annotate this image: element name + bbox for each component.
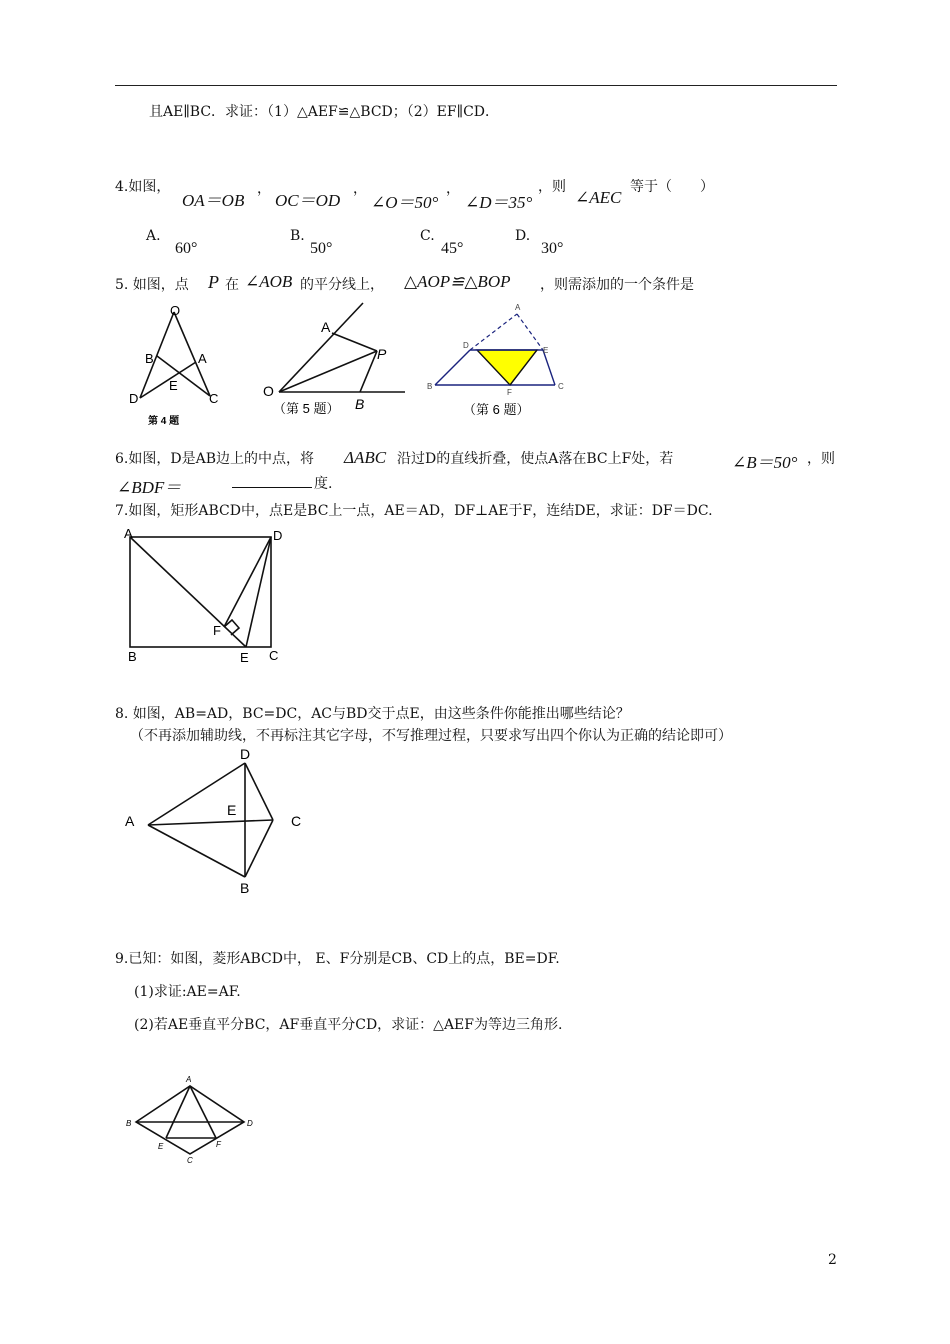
fig6-label-A: A xyxy=(515,303,521,312)
q4-option-value: 60° xyxy=(175,240,198,257)
q4-option-value: 50° xyxy=(310,240,333,257)
fig9-label-D: D xyxy=(247,1119,253,1128)
q4-prefix: 4.如图， xyxy=(115,179,171,195)
fig9-label-F: F xyxy=(216,1140,221,1149)
fig6-label-D: D xyxy=(463,341,469,350)
q5-congruence: △AOP≌△BOP xyxy=(404,272,511,291)
page-number: 2 xyxy=(828,1252,837,1268)
question-7-text: 7.如图，矩形ABCD中，点E是BC上一点，AE＝AD，DF⊥AE于F，连结DE，求证：DF＝DC. xyxy=(115,503,713,519)
q4-cond-4: ∠D＝35° xyxy=(465,193,533,212)
q4-option-letter: B. xyxy=(290,228,305,244)
fig8-label-E: E xyxy=(227,802,237,818)
fig5-label-P: P xyxy=(377,346,387,362)
fig4-label-E: E xyxy=(169,378,178,393)
q4-suffix: 等于（ ） xyxy=(630,179,714,195)
q6-text-1: 6.如图，D是AB边上的中点，将 xyxy=(115,451,314,467)
q4-option-letter: D. xyxy=(515,228,531,244)
fig9-label-B: B xyxy=(126,1119,132,1128)
fig6-yellow-triangle xyxy=(477,350,537,385)
fig8-label-B: B xyxy=(240,880,250,896)
q6-answer-label: ∠BDF＝ xyxy=(117,478,182,497)
q6-text-3: ，则 xyxy=(807,451,835,467)
q4-sep: ， xyxy=(446,181,460,197)
q4-option-letter: C. xyxy=(420,228,435,244)
fig8-label-C: C xyxy=(291,813,302,829)
figure-5-diagram xyxy=(255,295,410,425)
fig7-label-B: B xyxy=(128,649,137,664)
fig7-label-E: E xyxy=(240,650,249,665)
fig9-label-E: E xyxy=(158,1142,164,1151)
fig4-label-D: D xyxy=(129,391,139,406)
figure-7-diagram xyxy=(120,525,295,665)
fig9-label-A: A xyxy=(186,1075,192,1084)
q6-answer-blank xyxy=(232,473,312,488)
fig7-label-C: C xyxy=(269,648,279,663)
q4-sep: ， xyxy=(353,181,367,197)
q5-text: ，则需添加的一个条件是 xyxy=(540,277,694,293)
fig5-label-A: A xyxy=(321,319,331,335)
fig5-label-B: B xyxy=(355,396,365,412)
figure-6-diagram xyxy=(425,300,575,425)
fig7-label-A: A xyxy=(124,526,133,541)
fig6-caption: （第 6 题） xyxy=(463,402,530,417)
fig4-label-B: B xyxy=(145,351,154,366)
q5-point: P xyxy=(208,272,219,292)
fig4-caption: 第 4 题 xyxy=(148,416,180,427)
header-rule xyxy=(115,85,837,86)
q6-text-2: 沿过D的直线折叠，使点A落在BC上F处，若 xyxy=(397,451,674,467)
q6-unit: 度. xyxy=(314,476,333,492)
question-9-text: 9.已知：如图，菱形ABCD中， E、F分别是CB、CD上的点，BE=DF. xyxy=(115,951,560,967)
fig4-label-A: A xyxy=(198,351,207,366)
fig4-label-O: O xyxy=(170,303,181,318)
q4-target-angle: ∠AEC xyxy=(575,188,622,207)
question-9-part-2: (2)若AE垂直平分BC，AF垂直平分CD，求证：△AEF为等边三角形. xyxy=(134,1017,563,1033)
q4-option-value: 45° xyxy=(441,240,464,257)
question-8-note: （不再添加辅助线，不再标注其它字母，不写推理过程，只要求写出四个你认为正确的结论即可） xyxy=(130,728,732,744)
question-8-text: 8. 如图，AB=AD，BC=DC，AC与BD交于点E，由这些条件你能推出哪些结论？ xyxy=(115,706,630,722)
q6-angle-b: ∠B＝50° xyxy=(732,453,798,472)
figure-4-diagram xyxy=(120,300,230,430)
fig7-label-F: F xyxy=(213,623,221,638)
q6-triangle: ΔABC xyxy=(344,448,387,467)
fig5-caption: （第 5 题） xyxy=(273,401,340,416)
fig6-label-E: E xyxy=(543,346,549,355)
fig9-label-C: C xyxy=(187,1156,193,1165)
fig5-label-O: O xyxy=(263,383,274,399)
q4-cond-2: OC＝OD xyxy=(275,191,341,210)
previous-question-tail: 且AE∥BC．求证：（1）△AEF≌△BCD；（2）EF∥CD． xyxy=(149,104,499,120)
q5-prefix: 5. 如图，点 xyxy=(115,277,189,293)
fig6-label-B: B xyxy=(427,382,433,391)
q4-cond-3: ∠O＝50° xyxy=(371,193,439,212)
fig6-label-C: C xyxy=(558,382,564,391)
q4-cond-1: OA＝OB xyxy=(182,191,245,210)
q4-sep: ， xyxy=(257,181,271,197)
figure-8-diagram xyxy=(115,745,315,900)
fig4-label-C: C xyxy=(209,391,219,406)
fig8-label-D: D xyxy=(240,746,251,762)
fig6-label-F: F xyxy=(507,388,512,397)
figure-9-diagram xyxy=(120,1070,260,1165)
q4-sep: ，则 xyxy=(538,179,566,195)
q4-option-value: 30° xyxy=(541,240,564,257)
q5-angle: ∠AOB xyxy=(245,272,293,291)
fig7-label-D: D xyxy=(273,528,283,543)
q4-option-letter: A. xyxy=(146,228,161,244)
q5-text: 的平分线上， xyxy=(300,277,384,293)
q5-text: 在 xyxy=(225,277,239,293)
question-9-part-1: (1)求证:AE=AF. xyxy=(134,984,241,1000)
fig8-label-A: A xyxy=(125,813,135,829)
